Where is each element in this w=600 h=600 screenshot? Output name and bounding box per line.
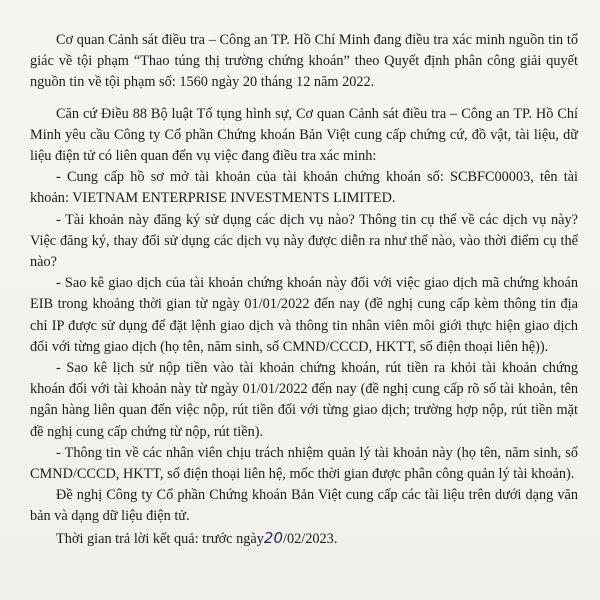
handwritten-day: 20 [263, 528, 283, 547]
paragraph-legal-basis: Căn cứ Điều 88 Bộ luật Tố tụng hình sự, Cơ quan Cảnh sát điều tra – Công an TP. Hồ Chí Minh yêu cầu Công ty Cổ phần Chứng khoán Bản Việt cung cấp chứng cứ, đồ vật, tài liệu, dữ liệu điện tử có liên quan đến vụ việc đang điều tra xác minh: [30, 105, 578, 165]
paragraph-investigation-intro: Cơ quan Cảnh sát điều tra – Công an TP. Hồ Chí Minh đang điều tra xác minh nguồn tin tố giác về tội phạm “Thao túng thị trường chứng khoán” theo Quyết định phân công giải quyết nguồn tin về tội phạm số: 1560 ngày 20 tháng 12 năm 2022. [30, 32, 578, 91]
deadline-suffix: /02/2023. [283, 530, 338, 547]
request-item-account-file: - Cung cấp hồ sơ mở tài khoản của tài khoản chứng khoán số: SCBFC00003, tên tài khoản: VIETNAM ENTERPRISE INVESTMENTS LIMITED. [30, 169, 578, 207]
document-body [30, 30, 578, 550]
request-item-staff-info: - Thông tin về các nhân viên chịu trách nhiệm quản lý tài khoản này (họ tên, năm sinh, số CMND/CCCD, HKTT, số điện thoại liên hệ, mốc thời gian được phân công quản lý tài khoản). [30, 444, 578, 483]
request-item-trade-statement: - Sao kê giao dịch của tài khoản chứng khoán này đối với việc giao dịch mã chứng khoán EIB trong khoảng thời gian từ ngày 01/01/2022 đến nay (đề nghị cung cấp kèm thông tin địa chỉ IP được sử dụng để đặt lệnh giao dịch và thông tin nhân viên môi giới thực hiện giao dịch đối với từng giao dịch (họ tên, năm sinh, số CMND/CCCD, HKTT, số điện thoại liên hệ)). [30, 275, 578, 355]
deadline-line [30, 528, 578, 550]
deadline-prefix: Thời gian trả lời kết quả: trước ngày [56, 530, 264, 547]
paragraph-format-request: Đề nghị Công ty Cổ phần Chứng khoán Bản Việt cung cấp các tài liệu trên dưới dạng văn bản và dạng dữ liệu điện tử. [30, 487, 578, 525]
request-item-services: - Tài khoản này đăng ký sử dụng các dịch vụ nào? Thông tin cụ thể về các dịch vụ này? Việc đăng ký, thay đổi sử dụng các dịch vụ này được diễn ra như thế nào, vào thời điểm cụ thể nào? [30, 211, 578, 271]
request-item-cash-history: - Sao kê lịch sử nộp tiền vào tài khoản chứng khoán, rút tiền ra khỏi tài khoản chứng khoán đối với tài khoản này từ ngày 01/01/2022 đến nay (đề nghị cung cấp rõ số tài khoản, tên ngân hàng liên quan đến việc nộp, rút tiền đối với từng giao dịch; trường hợp nộp, rút tiền mặt đề nghị cung cấp chứng từ nộp, rút tiền). [30, 360, 578, 440]
